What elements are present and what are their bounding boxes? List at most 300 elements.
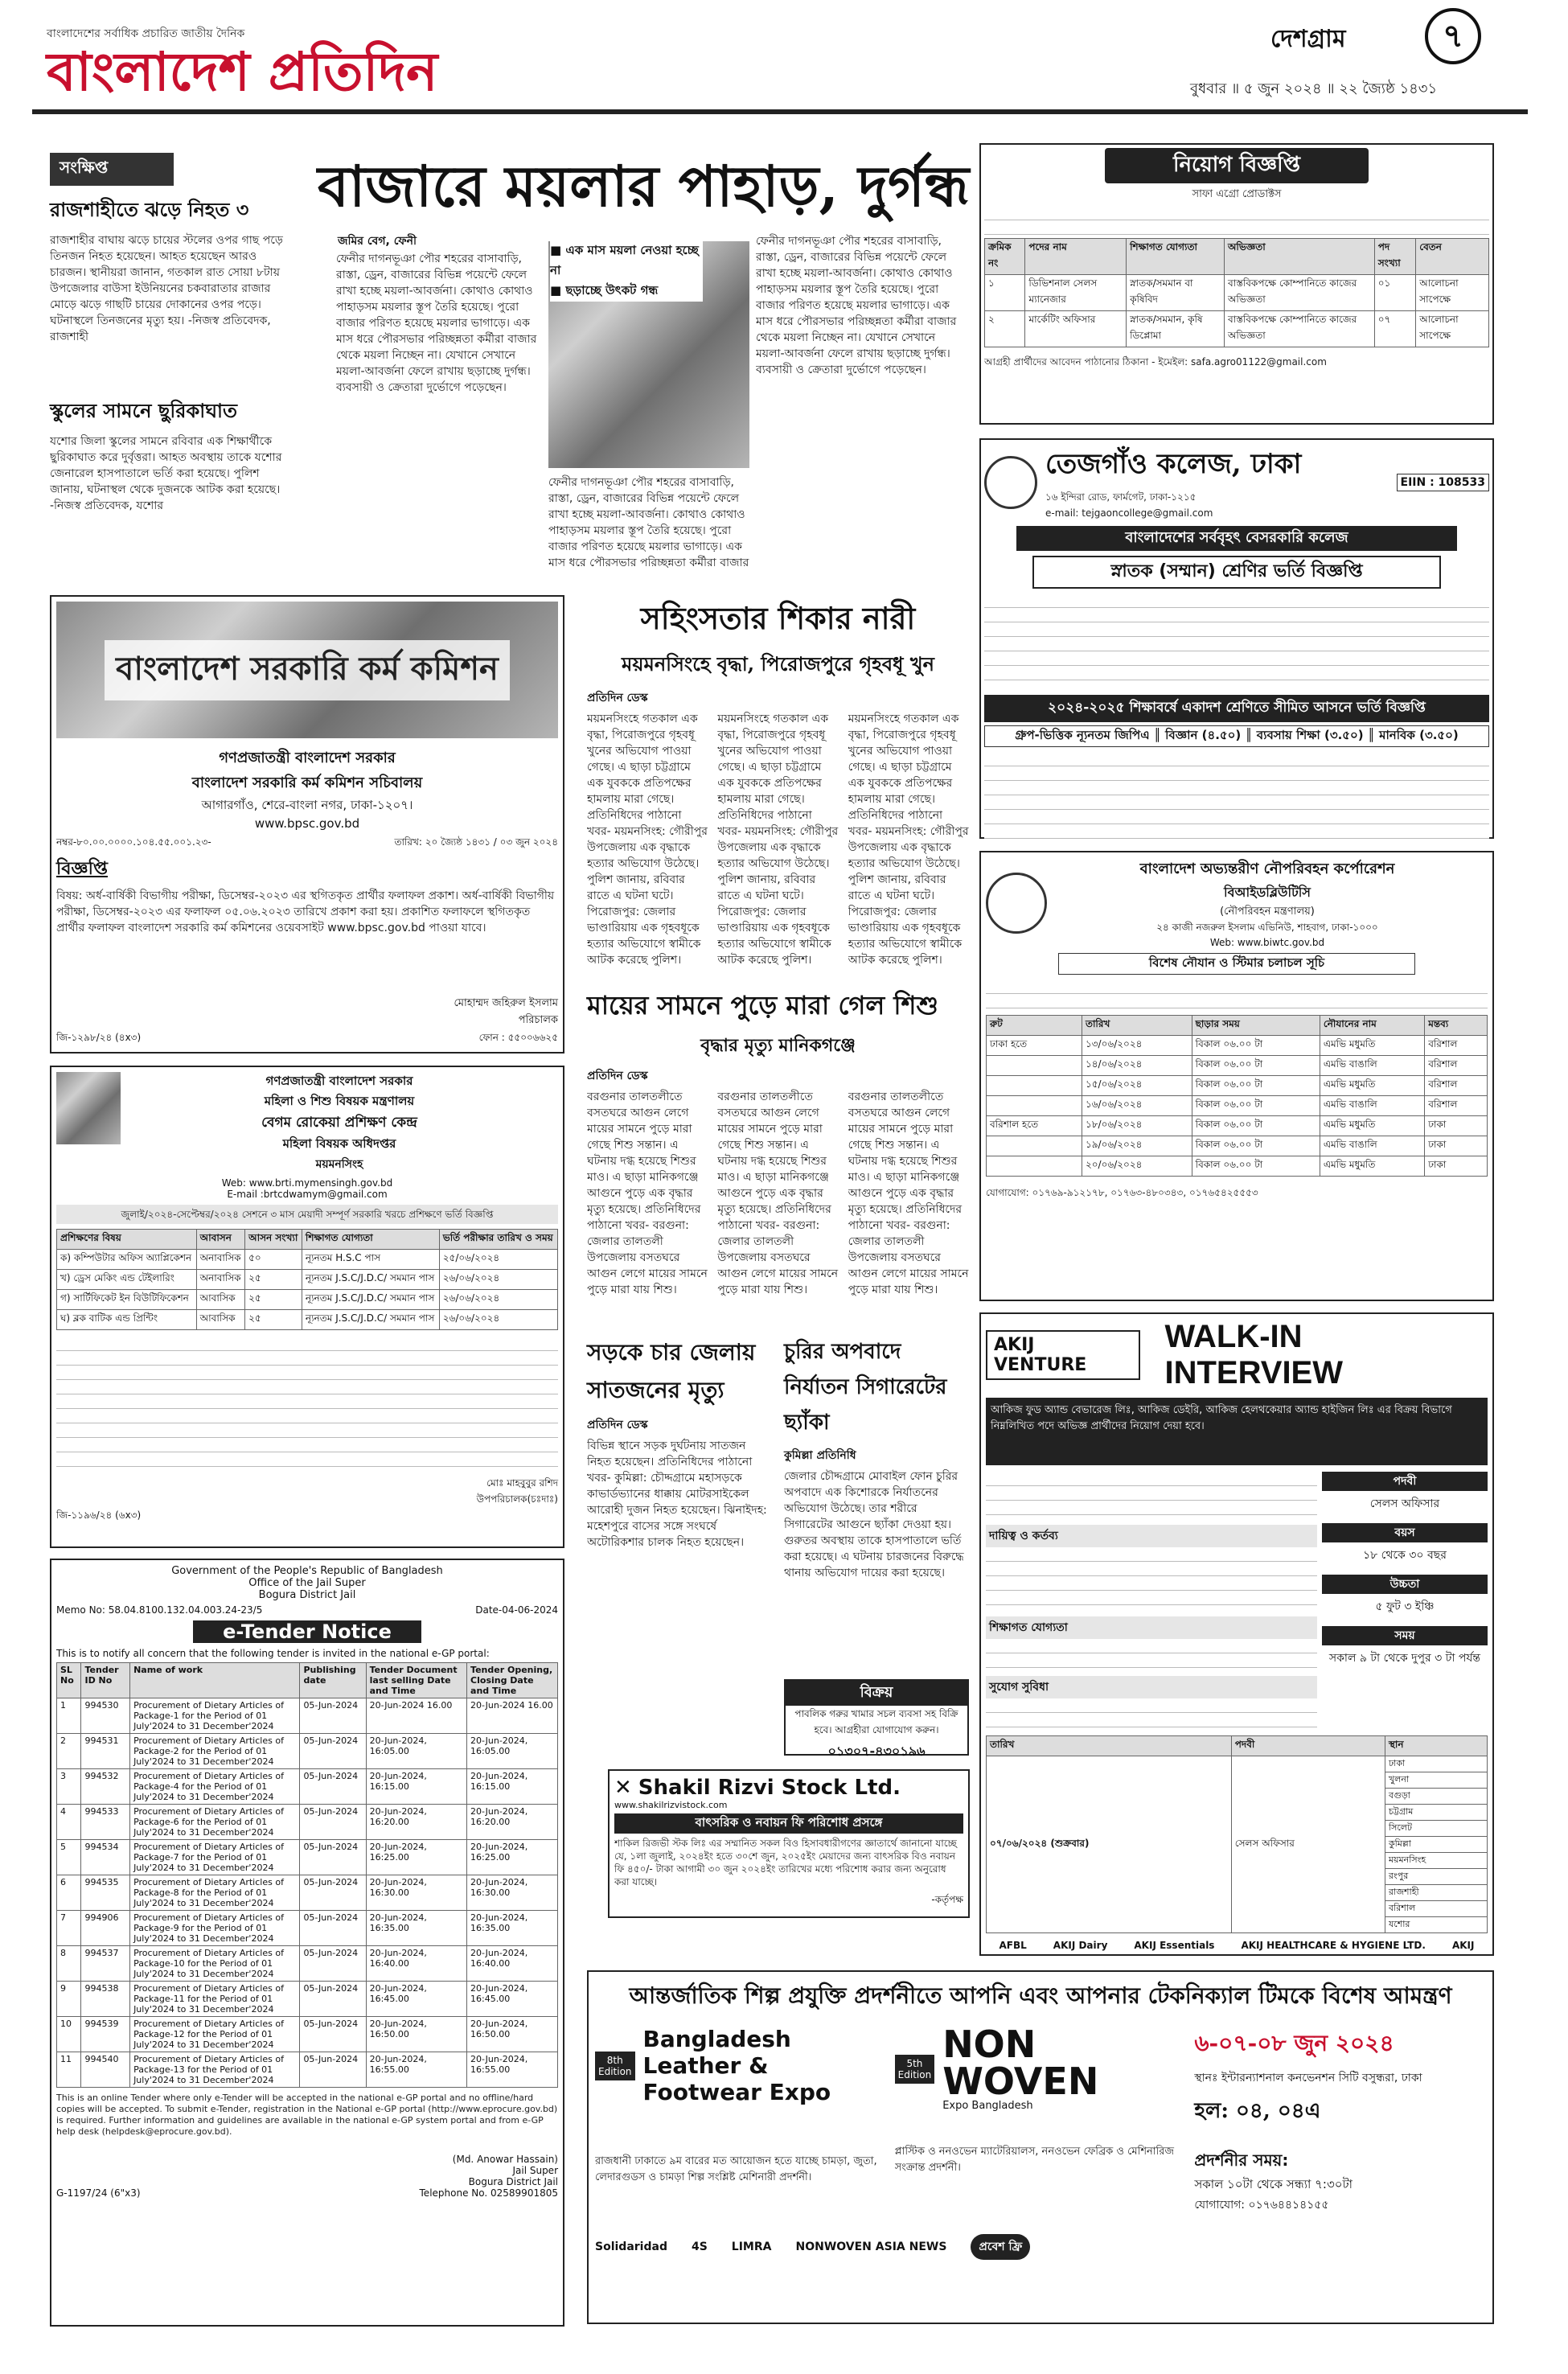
table-cell: Procurement of Dietary Articles of Package-7 for the Period of 01 July'2024 to 31 December'2024 bbox=[130, 1840, 300, 1875]
recruit-col: পদ সংখ্যা bbox=[1374, 239, 1415, 275]
biwtc-logo-icon bbox=[986, 873, 1047, 934]
table-cell: ১৪/০৬/২০২৪ bbox=[1082, 1056, 1192, 1076]
akij-requirement-lines bbox=[986, 1472, 1317, 1520]
akij-place: সিলেট bbox=[1385, 1821, 1487, 1837]
akij-place: রাজশাহী bbox=[1385, 1885, 1487, 1901]
table-cell: 994537 bbox=[81, 1946, 130, 1982]
expo2-text: প্লাস্টিক ও ননওভেন ম্যাটেরিয়ালস, ননওভেন ফেব্রিক ও মেশিনারিজ সংক্রান্ত প্রদর্শনী। bbox=[894, 2146, 1175, 2174]
table-cell: 9 bbox=[57, 1982, 81, 2017]
biwtc-col: তারিখ bbox=[1082, 1016, 1192, 1036]
akij-place: যশোর bbox=[1385, 1917, 1487, 1933]
table-cell: 20-Jun-2024, 16:05.00 bbox=[467, 1734, 558, 1769]
akij-height: ৫ ফুট ৩ ইঞ্চি bbox=[1375, 1600, 1435, 1613]
table-cell: ১৬/০৬/২০২৪ bbox=[1082, 1096, 1192, 1116]
table-cell bbox=[987, 1056, 1082, 1076]
table-cell: আবাসিক bbox=[196, 1310, 244, 1330]
brief-title-2[interactable]: স্কুলের সামনে ছুরিকাঘাত bbox=[50, 399, 237, 422]
expo-headline: আন্তর্জাতিক শিল্প প্রযুক্তি প্রদর্শনীতে আপনি এবং আপনার টেকনিক্যাল টিমকে বিশেষ আমন্ত্রণ bbox=[629, 1982, 1452, 2009]
akij-place: চট্টগ্রাম bbox=[1385, 1805, 1487, 1821]
table-cell: 5 bbox=[57, 1840, 81, 1875]
women-ad-email[interactable]: E-mail :brtcdwamym@gmail.com bbox=[227, 1189, 388, 1200]
biwtc-col: নৌযানের নাম bbox=[1320, 1016, 1424, 1036]
table-cell: 05-Jun-2024 bbox=[300, 1698, 366, 1734]
table-cell: ২৫ bbox=[245, 1290, 302, 1310]
table-cell: 994539 bbox=[81, 2017, 130, 2052]
table-cell: Procurement of Dietary Articles of Package-11 for the Period of 01 July'2024 to 31 December'2024 bbox=[130, 1982, 300, 2017]
table-cell: বাস্তবিকপক্ষে কোম্পানিতে কাজের অভিজ্ঞতা bbox=[1225, 311, 1375, 347]
college-title-hsc: ২০২৪-২০২৫ শিক্ষাবর্ষে একাদশ শ্রেণিতে সীমিত আসনে ভর্তি বিজ্ঞপ্তি bbox=[984, 695, 1489, 722]
table-row bbox=[57, 1290, 558, 1310]
akij-venue-table bbox=[986, 1735, 1488, 1933]
biwtc-address: ২৪ কাজী নজরুল ইসলাম এভিনিউ, শাহবাগ, ঢাকা-১০০০ bbox=[1156, 922, 1378, 933]
tender-phone: Telephone No. 02589901805 bbox=[419, 2187, 558, 2199]
expo-dates: ৬-০৭-০৮ জুন ২০২৪ bbox=[1194, 2030, 1394, 2056]
table-cell: 20-Jun-2024, 16:35.00 bbox=[366, 1911, 466, 1946]
recruit-org: সাফা এগ্রো প্রোডাক্টস bbox=[1192, 188, 1282, 200]
brief-column bbox=[50, 153, 291, 571]
table-cell: Procurement of Dietary Articles of Package-10 for the Period of 01 July'2024 to 31 December'2024 bbox=[130, 1946, 300, 1982]
akij-place: খুলনা bbox=[1385, 1772, 1487, 1789]
brief-body-1: রাজশাহীর বাঘায় ঝড়ে চায়ের স্টলের ওপর গাছ পড়ে তিনজন নিহত হয়েছেন। আহত হয়েছেন আরও চারজন। স্থানীয়রা জানান, গতকাল রাত সোয়া ৮টায় উপজেলার বাউসা ইউনিয়নের চকবারাতার রাজার মোড়ে ঝড়ে গাছটি চায়ের দোকানের ওপর পড়ে। ঘটনাস্থলে তিনজনের মৃত্যু হয়। -নিজস্ব প্রতিবেদক, রাজশাহী bbox=[50, 234, 283, 343]
college-gpa-groups: গ্রুপ-ভিত্তিক ন্যূনতম জিপিএ ║ বিজ্ঞান (৪.৫০) ║ ব্যবসায় শিক্ষা (৩.৫০) ║ মানবিক (৩.৫০) bbox=[984, 725, 1489, 747]
table-cell: 05-Jun-2024 bbox=[300, 1769, 366, 1805]
akij-duty-label: দায়িত্ব ও কর্তব্য bbox=[986, 1525, 1317, 1547]
table-cell: 05-Jun-2024 bbox=[300, 1805, 366, 1840]
bpsc-heading: বিজ্ঞপ্তি bbox=[56, 859, 108, 879]
lead-body-col1: ফেনীর দাগনভূঞা পৌর শহরের বাসাবাড়ি, রাস্তা, ড্রেন, বাজারের বিভিন্ন পয়েন্টে ফেলে রাখা হচ্ছে ময়লা-আবর্জনা। কোথাও কোথাও পাহাড়সম ময়লার স্তূপ তৈরি হয়েছে। পুরো বাজার পরিণত হয়েছে ময়লার ভাগাড়ে। এক মাস ধরে পৌরসভার পরিচ্ছন্নতা কর্মীরা বাজার থেকে ময়লা নিচ্ছেন না। যেখানে সেখানে ময়লা-আবর্জনা ফেলে রাখায় ছড়াচ্ছে দুর্গন্ধ। ব্যবসায়ী ও ক্রেতারা দুর্ভোগে পড়েছেন। bbox=[336, 253, 537, 394]
table-row bbox=[57, 1805, 558, 1840]
table-cell: এমভি বাঙালি bbox=[1320, 1136, 1424, 1156]
women-ad-table bbox=[56, 1229, 558, 1330]
college-address: ১৬ ইন্দিরা রোড, ফার্মগেট, ঢাকা-১২১৫ bbox=[1045, 491, 1197, 503]
table-row bbox=[57, 1840, 558, 1875]
biwtc-ministry: (নৌপরিবহন মন্ত্রণালয়) bbox=[1220, 906, 1315, 918]
akij-edu-label: শিক্ষাগত যোগ্যতা bbox=[986, 1616, 1317, 1639]
section-name: দেশগ্রাম bbox=[1270, 25, 1346, 53]
table-cell: 05-Jun-2024 bbox=[300, 1875, 366, 1911]
women-ad-sign-role: উপপরিচালক(চঃদাঃ) bbox=[476, 1493, 558, 1505]
women-ad-col: ভর্তি পরীক্ষার তারিখ ও সময় bbox=[439, 1230, 557, 1250]
akij-header-row bbox=[987, 1736, 1488, 1756]
table-cell: বরিশাল bbox=[1425, 1096, 1488, 1116]
women-ad-gov: গণপ্রজাতন্ত্রী বাংলাদেশ সরকার bbox=[265, 1074, 413, 1088]
table-cell: বাস্তবিকপক্ষে কোম্পানিতে কাজের অভিজ্ঞতা bbox=[1225, 275, 1375, 311]
women-ad-ministry: মহিলা ও শিশু বিষয়ক মন্ত্রণালয় bbox=[264, 1094, 415, 1108]
expo-sponsor: LIMRA bbox=[731, 2241, 772, 2253]
ad-akij-walkin[interactable] bbox=[979, 1312, 1494, 1956]
women-subhead: ময়মনসিংহে বৃদ্ধা, পিরোজপুরে গৃহবধূ খুন bbox=[622, 652, 934, 676]
tender-note: This is an online Tender where only e-Tender will be accepted in the national e-GP portal and no offline/hard copies will be accepted. To submit e-Tender, registration in the National e-GP portal (http://www.eprocure.gov.bd) is required. Further information and guidelines are available in the national e-GP system portal and from e-GP help desk (helpdesk@eprocure.gov.bd). bbox=[56, 2093, 558, 2137]
theft-byline: কুমিল্লা প্রতিনিধি bbox=[784, 1449, 856, 1462]
recruit-col: পদের নাম bbox=[1025, 239, 1127, 275]
table-cell: Procurement of Dietary Articles of Package-9 for the Period of 01 July'2024 to 31 December'2024 bbox=[130, 1911, 300, 1946]
table-row bbox=[57, 1982, 558, 2017]
shakil-sign: -কর্তৃপক্ষ bbox=[931, 1894, 963, 1905]
college-title-honours: স্নাতক (সম্মান) শ্রেণির ভর্তি বিজ্ঞপ্তি bbox=[1032, 556, 1441, 589]
akij-logo: AKIJ bbox=[1451, 1940, 1475, 1951]
table-row bbox=[57, 1698, 558, 1734]
lead-bullets bbox=[550, 241, 703, 302]
table-cell: 20-Jun-2024, 16:05.00 bbox=[366, 1734, 466, 1769]
akij-logo: AKIJ Essentials bbox=[1134, 1940, 1215, 1951]
theft-body: জেলার চৌদ্দগ্রামে মোবাইল ফোন চুরির অপবাদে এক কিশোরকে নির্যাতনের অভিযোগ উঠেছে। তার শরীরে সিগারেটের আগুনে ছ্যাঁকা দেওয়া হয়। গুরুতর অবস্থায় তাকে হাসপাতালে ভর্তি করা হয়েছে। এ ঘটনায় চারজনের বিরুদ্ধে থানায় অভিযোগ দায়ের করা হয়েছে। bbox=[784, 1470, 964, 1579]
college-email[interactable]: e-mail: tejgaoncollege@gmail.com bbox=[1045, 507, 1213, 519]
biwtc-short: বিআইডব্লিউটিসি bbox=[1224, 885, 1311, 900]
table-cell: এমভি মধুমতি bbox=[1320, 1076, 1424, 1096]
table-cell: এমভি বাঙালি bbox=[1320, 1096, 1424, 1116]
table-cell: 05-Jun-2024 bbox=[300, 2017, 366, 2052]
child-subhead: বৃদ্ধার মৃত্যু মানিকগঞ্জে bbox=[700, 1035, 856, 1056]
akij-col: পদবী bbox=[1231, 1736, 1385, 1756]
akij-age-label: বয়স bbox=[1322, 1523, 1488, 1542]
table-cell: 20-Jun-2024, 16:50.00 bbox=[366, 2017, 466, 2052]
ad-etender[interactable] bbox=[50, 1559, 564, 2327]
dateline: বুধবার ॥ ৫ জুন ২০২৪ ॥ ২২ জ্যৈষ্ঠ ১৪৩১ bbox=[1190, 80, 1438, 97]
table-cell: আলোচনা সাপেক্ষে bbox=[1416, 311, 1489, 347]
brief-label: সংক্ষিপ্ত bbox=[50, 153, 174, 186]
akij-post-cell: সেলস অফিসার bbox=[1231, 1756, 1385, 1933]
tender-table bbox=[56, 1662, 558, 2088]
table-cell: 05-Jun-2024 bbox=[300, 2052, 366, 2088]
akij-time: সকাল ৯ টা থেকে দুপুর ৩ টা পর্যন্ত bbox=[1328, 1652, 1481, 1665]
table-cell: ক) কম্পিউটার অফিস অ্যাপ্লিকেশন bbox=[57, 1250, 197, 1270]
women-ad-col: আবাসন bbox=[196, 1230, 244, 1250]
table-row bbox=[57, 1911, 558, 1946]
table-row bbox=[57, 1270, 558, 1290]
brief-body-2: যশোর জিলা স্কুলের সামনে রবিবার এক শিক্ষার্থীকে ছুরিকাঘাত করে দুর্বৃত্তরা। আহত অবস্থায় তাকে যশোর জেনারেল হাসপাতালে ভর্তি করা হয়েছে। পুলিশ জানায়, ঘটনাস্থল থেকে দুজনকে আটক করা হয়েছে। -নিজস্ব প্রতিবেদক, যশোর bbox=[50, 435, 282, 512]
table-row bbox=[985, 275, 1489, 311]
biwtc-col: রুট bbox=[987, 1016, 1082, 1036]
table-cell: 1 bbox=[57, 1698, 81, 1734]
table-row bbox=[57, 2052, 558, 2088]
theft-headline[interactable]: চুরির অপবাদে নির্যাতন সিগারেটের ছ্যাঁকা bbox=[784, 1340, 947, 1435]
table-cell: ৫০ bbox=[245, 1250, 302, 1270]
table-cell: Procurement of Dietary Articles of Package-2 for the Period of 01 July'2024 to 31 December'2024 bbox=[130, 1734, 300, 1769]
table-row bbox=[57, 1250, 558, 1270]
table-cell: 20-Jun-2024 16.00 bbox=[467, 1698, 558, 1734]
akij-time-label: সময় bbox=[1322, 1626, 1488, 1645]
table-row bbox=[57, 1875, 558, 1911]
table-cell: ঘ) ব্লক বাটিক এন্ড প্রিন্টিং bbox=[57, 1310, 197, 1330]
ad-expo[interactable] bbox=[587, 1970, 1494, 2324]
bpsc-web[interactable]: www.bpsc.gov.bd bbox=[254, 816, 360, 831]
bpsc-ref: নম্বর-৮০.০০.০০০০.১০৪.৫৫.০০১.২৩- bbox=[56, 836, 211, 848]
table-cell: Procurement of Dietary Articles of Package-4 for the Period of 01 July'2024 to 31 December'2024 bbox=[130, 1769, 300, 1805]
women-ad-city: ময়মনসিংহ bbox=[315, 1158, 363, 1171]
recruit-col: অভিজ্ঞতা bbox=[1225, 239, 1375, 275]
tender-col: Tender Opening, Closing Date and Time bbox=[467, 1663, 558, 1698]
expo1-name: Bangladesh Leather & Footwear Expo bbox=[642, 2026, 831, 2105]
table-cell: গ) সার্টিফিকেট ইন বিউটিফিকেশন bbox=[57, 1290, 197, 1310]
table-cell: 20-Jun-2024, 16:45.00 bbox=[366, 1982, 466, 2017]
table-cell: বিকাল ০৬.০০ টা bbox=[1192, 1096, 1320, 1116]
college-name: তেজগাঁও কলেজ, ঢাকা bbox=[1045, 448, 1302, 480]
table-cell: 20-Jun-2024, 16:50.00 bbox=[467, 2017, 558, 2052]
tender-memo: Memo No: 58.04.8100.132.04.003.24-23/5 bbox=[56, 1604, 263, 1616]
tender-header-row bbox=[57, 1663, 558, 1698]
table-cell: 20-Jun-2024, 16:25.00 bbox=[366, 1840, 466, 1875]
table-cell: 05-Jun-2024 bbox=[300, 1840, 366, 1875]
expo-venue: স্থানঃ ইন্টারন্যাশনাল কনভেনশন সিটি বসুন্ধরা, ঢাকা bbox=[1194, 2072, 1422, 2084]
brief-title-1[interactable]: রাজশাহীতে ঝড়ে নিহত ৩ bbox=[50, 198, 249, 221]
table-cell: ১৫/০৬/২০২৪ bbox=[1082, 1076, 1192, 1096]
college-eiin: EIIN : 108533 bbox=[1397, 474, 1490, 491]
table-row bbox=[987, 1136, 1488, 1156]
table-row bbox=[57, 1310, 558, 1330]
table-cell: 20-Jun-2024, 16:30.00 bbox=[366, 1875, 466, 1911]
expo-time-label: প্রদর্শনীর সময়: bbox=[1194, 2150, 1289, 2170]
table-cell: 05-Jun-2024 bbox=[300, 1734, 366, 1769]
page-number: ৭ bbox=[1425, 8, 1481, 64]
biwtc-header-row bbox=[987, 1016, 1488, 1036]
tender-office: Office of the Jail Super bbox=[248, 1577, 366, 1589]
bpsc-office: বাংলাদেশ সরকারি কর্ম কমিশন সচিবালয় bbox=[191, 774, 423, 791]
table-cell: ১৯/০৬/২০২৪ bbox=[1082, 1136, 1192, 1156]
expo-sponsor: Solidaridad bbox=[595, 2241, 667, 2253]
women-ad-notice: জুলাই/২০২৪-সেপ্টেম্বর/২০২৪ সেশনে ৩ মাস মেয়াদী সম্পূর্ণ সরকারি খরচে প্রশিক্ষণে ভর্তি বিজ্ঞপ্তি bbox=[56, 1205, 558, 1224]
college-motto: বাংলাদেশের সর্ববৃহৎ বেসরকারি কলেজ bbox=[1016, 526, 1457, 551]
table-cell: 7 bbox=[57, 1911, 81, 1946]
ad-shakil-rizvi[interactable] bbox=[608, 1769, 970, 1918]
table-cell: 8 bbox=[57, 1946, 81, 1982]
table-cell: এমভি মধুমতি bbox=[1320, 1156, 1424, 1177]
lead-headline[interactable]: বাজারে ময়লার পাহাড়, দুর্গন্ধ bbox=[318, 153, 970, 220]
bpsc-sign: মোহাম্মদ জহিরুল ইসলাম bbox=[454, 997, 558, 1009]
table-cell: বিকাল ০৬.০০ টা bbox=[1192, 1076, 1320, 1096]
akij-place: রংপুর bbox=[1385, 1869, 1487, 1885]
sale-body: পাবলিক গরুর খামার সচল ব্যবসা সহ বিক্রি হবে। আগ্রহীরা যোগাযোগ করুন। bbox=[794, 1708, 958, 1735]
table-cell: ন্যূনতম J.S.C/J.D.C/ সমমান পাস bbox=[302, 1270, 439, 1290]
biwtc-web[interactable]: Web: www.biwtc.gov.bd bbox=[1209, 937, 1325, 948]
tender-code: G-1197/24 (6"x3) bbox=[56, 2187, 141, 2199]
table-cell: 994535 bbox=[81, 1875, 130, 1911]
table-cell: ঢাকা bbox=[1425, 1116, 1488, 1136]
akij-height-label: উচ্চতা bbox=[1322, 1575, 1488, 1594]
table-row bbox=[985, 311, 1489, 347]
shakil-name: Shakil Rizvi Stock Ltd. bbox=[638, 1776, 901, 1800]
women-ad-rules bbox=[56, 1337, 558, 1473]
table-cell: আলোচনা সাপেক্ষে bbox=[1416, 275, 1489, 311]
women-body-col2: ময়মনসিংহে গতকাল এক বৃদ্ধা, পিরোজপুরে গৃহবধূ খুনের অভিযোগ পাওয়া গেছে। এ ছাড়া চট্টগ্রামে এক যুবককে প্রতিপক্ষের হামলায় মারা গেছে। প্রতিনিধিদের পাঠানো খবর- ময়মনসিংহ: গৌরীপুর উপজেলায় এক বৃদ্ধাকে হত্যার অভিযোগ উঠেছে। পুলিশ জানায়, রবিবার রাতে এ ঘটনা ঘটে। পিরোজপুর: জেলার ভাণ্ডারিয়ায় এক গৃহবধূকে হত্যার অভিযোগে স্বামীকে আটক করেছে পুলিশ। bbox=[717, 713, 839, 967]
table-cell bbox=[987, 1156, 1082, 1177]
table-cell: 11 bbox=[57, 2052, 81, 2088]
table-cell: ডিভিশনাল সেলস ম্যানেজার bbox=[1025, 275, 1127, 311]
bpsc-date: তারিখ: ২০ জ্যৈষ্ঠ ১৪৩১ / ০৩ জুন ২০২৪ bbox=[394, 836, 558, 848]
expo1-text: রাজধানী ঢাকাতে ৯ম বারের মত আয়োজন হতে যাচ্ছে চামড়া, জুতা, লেদারগুডস ও চামড়া শিল্প সংশ্লিষ্ট মেশিনারী প্রদর্শনী। bbox=[595, 2155, 877, 2183]
masthead-logo[interactable] bbox=[47, 18, 438, 114]
biwtc-notice: বিশেষ নৌযান ও স্টিমার চলাচল সূচি bbox=[1058, 953, 1415, 975]
akij-logo: AKIJ Dairy bbox=[1053, 1940, 1108, 1951]
tender-col: Publishing date bbox=[300, 1663, 366, 1698]
table-cell: 20-Jun-2024, 16:40.00 bbox=[467, 1946, 558, 1982]
tender-gov: Government of the People's Republic of Bangladesh bbox=[171, 1565, 443, 1577]
akij-title: WALK-IN INTERVIEW bbox=[1164, 1319, 1343, 1390]
table-row bbox=[987, 1156, 1488, 1177]
recruit-title: নিয়োগ বিজ্ঞপ্তি bbox=[1105, 148, 1369, 183]
women-ad-col: আসন সংখ্যা bbox=[245, 1230, 302, 1250]
women-ad-photo bbox=[56, 1072, 121, 1144]
bpsc-gov: গণপ্রজাতন্ত্রী বাংলাদেশ সরকার bbox=[219, 750, 396, 766]
recruit-intro-lines bbox=[984, 206, 1489, 235]
table-cell: ১ bbox=[985, 275, 1025, 311]
akij-benefit-lines bbox=[986, 1698, 1317, 1731]
table-row bbox=[57, 2017, 558, 2052]
table-cell: 20-Jun-2024, 16:15.00 bbox=[467, 1769, 558, 1805]
story-road bbox=[587, 1335, 772, 1753]
table-cell: ২ bbox=[985, 311, 1025, 347]
table-row bbox=[57, 1734, 558, 1769]
table-cell: 10 bbox=[57, 2017, 81, 2052]
biwtc-contact: যোগাযোগ: ০১৭৬৯-৯১২১৭৮, ০১৭৬৩-৪৮০৩৪৩, ০১৭৬৫৪২৫৫৫৩ bbox=[986, 1187, 1258, 1198]
women-headline[interactable]: সহিংসতার শিকার নারী bbox=[640, 600, 916, 636]
masthead-rule bbox=[32, 109, 1528, 114]
bpsc-banner-text: বাংলাদেশ সরকারি কর্ম কমিশন bbox=[105, 640, 510, 700]
akij-place: কুমিল্লা bbox=[1385, 1837, 1487, 1853]
road-body: বিভিন্ন স্থানে সড়ক দুর্ঘটনায় সাতজন নিহত হয়েছেন। প্রতিনিধিদের পাঠানো খবর- কুমিল্লা: চৌদ্দগ্রামে মহাসড়কে কাভার্ডভ্যানের ধাক্কায় মোটরসাইকেল আরোহী দুজন নিহত হয়েছেন। ঝিনাইদহ: মহেশপুরে বাসের সঙ্গে সংঘর্ষে অটোরিকশার চালক নিহত হয়েছেন। bbox=[587, 1440, 767, 1549]
lead-body-col3: ফেনীর দাগনভূঞা পৌর শহরের বাসাবাড়ি, রাস্তা, ড্রেন, বাজারের বিভিন্ন পয়েন্টে ফেলে রাখা হচ্ছে ময়লা-আবর্জনা। কোথাও কোথাও পাহাড়সম ময়লার স্তূপ তৈরি হয়েছে। পুরো বাজার পরিণত হয়েছে ময়লার ভাগাড়ে। এক মাস ধরে পৌরসভার পরিচ্ছন্নতা কর্মীরা বাজার থেকে ময়লা নিচ্ছেন না। যেখানে সেখানে ময়লা-আবর্জনা ফেলে রাখায় ছড়াচ্ছে দুর্গন্ধ। ব্যবসায়ী ও ক্রেতারা দুর্ভোগে পড়েছেন। bbox=[756, 235, 957, 376]
akij-logo: AFBL bbox=[999, 1940, 1027, 1951]
table-cell: ০৭ bbox=[1374, 311, 1415, 347]
table-cell: বরিশাল হতে bbox=[987, 1116, 1082, 1136]
ad-tejgaon-college[interactable] bbox=[979, 438, 1494, 839]
women-ad-code: জি-১১৯৬/২৪ (৬x৩) bbox=[56, 1509, 142, 1521]
college-emblem-icon bbox=[984, 456, 1037, 509]
ad-bpsc[interactable] bbox=[50, 595, 564, 1054]
table-cell: ন্যূনতম H.S.C পাস bbox=[302, 1250, 439, 1270]
table-row bbox=[987, 1116, 1488, 1136]
table-cell: Procurement of Dietary Articles of Package-1 for the Period of 01 July'2024 to 31 December'2024 bbox=[130, 1698, 300, 1734]
women-ad-sign: মোঃ মাহবুবুর রশিদ bbox=[486, 1477, 558, 1489]
table-cell: 20-Jun-2024, 16:45.00 bbox=[467, 1982, 558, 2017]
table-cell: এমভি মধুমতি bbox=[1320, 1036, 1424, 1056]
child-headline[interactable]: মায়ের সামনে পুড়ে মারা গেল শিশু bbox=[587, 990, 938, 1021]
women-ad-header-row bbox=[57, 1230, 558, 1250]
expo-time: সকাল ১০টা থেকে সন্ধ্যা ৭:৩০টা bbox=[1194, 2177, 1353, 2191]
table-cell: অনাবাসিক bbox=[196, 1270, 244, 1290]
table-cell: বরিশাল bbox=[1425, 1076, 1488, 1096]
table-cell: বরিশাল bbox=[1425, 1036, 1488, 1056]
akij-post: সেলস অফিসার bbox=[1369, 1497, 1440, 1510]
women-byline: প্রতিদিন ডেস্ক bbox=[587, 692, 648, 704]
akij-col: স্থান bbox=[1385, 1736, 1487, 1756]
table-cell: খ) ড্রেস মেকিং এন্ড টেইলারিং bbox=[57, 1270, 197, 1290]
recruit-header-row bbox=[985, 239, 1489, 275]
story-women bbox=[587, 595, 969, 973]
biwtc-col: ছাড়ার সময় bbox=[1192, 1016, 1320, 1036]
table-cell: 994532 bbox=[81, 1769, 130, 1805]
expo1-edition: 8th Edition bbox=[595, 2052, 635, 2080]
table-cell: 20-Jun-2024, 16:20.00 bbox=[366, 1805, 466, 1840]
table-cell: বিকাল ০৬.০০ টা bbox=[1192, 1136, 1320, 1156]
table-cell: বরিশাল bbox=[1425, 1056, 1488, 1076]
story-child bbox=[587, 985, 969, 1315]
bpsc-sign-role: পরিচালক bbox=[518, 1014, 558, 1026]
expo-sponsor: 4S bbox=[691, 2241, 708, 2253]
table-cell: ২৫ bbox=[245, 1310, 302, 1330]
ad-recruitment[interactable] bbox=[979, 143, 1494, 425]
table-cell: ২০/০৬/২০২৪ bbox=[1082, 1156, 1192, 1177]
ad-sale[interactable] bbox=[784, 1679, 969, 1759]
table-cell: ঢাকা bbox=[1425, 1156, 1488, 1177]
story-theft bbox=[784, 1335, 969, 1673]
recruit-col: বেতন bbox=[1416, 239, 1489, 275]
recruit-footer: আগ্রহী প্রার্থীদের আবেদন পাঠানোর ঠিকানা - ইমেইল: safa.agro01122@gmail.com bbox=[984, 356, 1327, 368]
lead-byline: জমির বেগ, ফেনী bbox=[338, 235, 417, 248]
tender-sign-org: Bogura District Jail bbox=[468, 2176, 558, 2187]
lead-body-col2: ফেনীর দাগনভূঞা পৌর শহরের বাসাবাড়ি, রাস্তা, ড্রেন, বাজারের বিভিন্ন পয়েন্টে ফেলে রাখা হচ্ছে ময়লা-আবর্জনা। কোথাও কোথাও পাহাড়সম ময়লার স্তূপ তৈরি হয়েছে। পুরো বাজার পরিণত হয়েছে ময়লার ভাগাড়ে। এক মাস ধরে পৌরসভার পরিচ্ছন্নতা কর্মীরা বাজার bbox=[548, 476, 749, 569]
bpsc-banner bbox=[56, 602, 558, 738]
shakil-web[interactable]: www.shakilrizvistock.com bbox=[614, 1800, 728, 1810]
women-ad-center: বেগম রোকেয়া প্রশিক্ষণ কেন্দ্র bbox=[261, 1115, 417, 1131]
biwtc-org: বাংলাদেশ অভ্যন্তরীণ নৌপরিবহন কর্পোরেশন bbox=[1139, 860, 1395, 877]
recruit-table bbox=[984, 238, 1489, 347]
table-cell: 20-Jun-2024, 16:25.00 bbox=[467, 1840, 558, 1875]
table-cell: ২৫ bbox=[245, 1270, 302, 1290]
akij-place: বগুড়া bbox=[1385, 1789, 1487, 1805]
table-cell: ন্যূনতম J.S.C/J.D.C/ সমমান পাস bbox=[302, 1310, 439, 1330]
recruit-col: শিক্ষাগত যোগ্যতা bbox=[1127, 239, 1225, 275]
ad-biwtc[interactable] bbox=[979, 851, 1494, 1301]
ad-women-training[interactable] bbox=[50, 1066, 564, 1548]
women-body-col3: ময়মনসিংহে গতকাল এক বৃদ্ধা, পিরোজপুরে গৃহবধূ খুনের অভিযোগ পাওয়া গেছে। এ ছাড়া চট্টগ্রামে এক যুবককে প্রতিপক্ষের হামলায় মারা গেছে। প্রতিনিধিদের পাঠানো খবর- ময়মনসিংহ: গৌরীপুর উপজেলায় এক বৃদ্ধাকে হত্যার অভিযোগ উঠেছে। পুলিশ জানায়, রবিবার রাতে এ ঘটনা ঘটে। পিরোজপুর: জেলার ভাণ্ডারিয়ায় এক গৃহবধূকে হত্যার অভিযোগে স্বামীকে আটক করেছে পুলিশ। bbox=[848, 713, 969, 967]
road-headline[interactable]: সড়কে চার জেলায় সাতজনের মৃত্যু bbox=[587, 1339, 756, 1403]
shakil-body: শাকিল রিজভী স্টক লিঃ এর সম্মানিত সকল বিও হিসাবধারীগণের জ্ঞাতার্থে জানানো যাচ্ছে যে, ১লা জুলাই, ২০২৪ইং হতে ৩০শে জুন, ২০২৫ইং মেয়াদের জন্য বাৎসরিক বিও নবায়ন ফি ৪৫০/- টাকা আগামী ৩০ জুন ২০২৪ইং তারিখের মধ্যে পরিশোধ করার জন্য অনুরোধ করা যাচ্ছে। bbox=[614, 1838, 957, 1887]
women-ad-col: শিক্ষাগত যোগ্যতা bbox=[302, 1230, 439, 1250]
table-cell: 05-Jun-2024 bbox=[300, 1946, 366, 1982]
lead-bullet-2: ■ ছড়াচ্ছে উৎকট গন্ধ bbox=[550, 283, 659, 298]
tender-col: SL No bbox=[57, 1663, 81, 1698]
tender-title: e-Tender Notice bbox=[193, 1620, 421, 1643]
table-cell: Procurement of Dietary Articles of Package-8 for the Period of 01 July'2024 to 31 December'2024 bbox=[130, 1875, 300, 1911]
expo-sponsor: NONWOVEN ASIA NEWS bbox=[795, 2241, 947, 2253]
child-body-col3: বরগুনার তালতলীতে বসতঘরে আগুন লেগে মায়ের সামনে পুড়ে মারা গেছে শিশু সন্তান। এ ঘটনায় দগ্ধ হয়েছে শিশুর মাও। এ ছাড়া মানিকগঞ্জে আগুনে পুড়ে এক বৃদ্ধার মৃত্যু হয়েছে। প্রতিনিধিদের পাঠানো খবর- বরগুনা: জেলার তালতলী উপজেলায় বসতঘরে আগুন লেগে মায়ের সামনে পুড়ে মারা যায় শিশু। bbox=[848, 1090, 969, 1296]
expo-hall: হল: ০৪, ০৪এ bbox=[1194, 2099, 1321, 2123]
table-cell: 994906 bbox=[81, 1911, 130, 1946]
table-cell: স্নাতক/সমমান, কৃষি ডিপ্লোমা bbox=[1127, 311, 1225, 347]
table-cell: ২৬/০৬/২০২৪ bbox=[439, 1290, 557, 1310]
recruit-col: ক্রমিক নং bbox=[985, 239, 1025, 275]
table-cell: ২৬/০৬/২০২৪ bbox=[439, 1270, 557, 1290]
tender-sign: (Md. Anowar Hassain) bbox=[452, 2154, 558, 2165]
table-cell: 2 bbox=[57, 1734, 81, 1769]
road-byline: প্রতিদিন ডেস্ক bbox=[587, 1419, 648, 1431]
table-cell: আবাসিক bbox=[196, 1290, 244, 1310]
table-cell: 20-Jun-2024, 16:15.00 bbox=[366, 1769, 466, 1805]
table-cell: ০১ bbox=[1374, 275, 1415, 311]
table-row bbox=[987, 1056, 1488, 1076]
table-cell: অনাবাসিক bbox=[196, 1250, 244, 1270]
women-ad-dept: মহিলা বিষয়ক অধিদপ্তর bbox=[282, 1136, 396, 1151]
table-cell: 4 bbox=[57, 1805, 81, 1840]
table-cell: Procurement of Dietary Articles of Package-12 for the Period of 01 July'2024 to 31 December'2024 bbox=[130, 2017, 300, 2052]
sale-phone: ০১৩০৭-৪৩০১৯৬ bbox=[827, 1744, 926, 1759]
sale-title: বিক্রয় bbox=[786, 1681, 967, 1706]
table-cell: 20-Jun-2024, 16:20.00 bbox=[467, 1805, 558, 1840]
table-cell: 20-Jun-2024 16.00 bbox=[366, 1698, 466, 1734]
table-row bbox=[57, 1769, 558, 1805]
table-cell: 20-Jun-2024, 16:55.00 bbox=[467, 2052, 558, 2088]
table-cell: 994533 bbox=[81, 1805, 130, 1840]
table-cell: 6 bbox=[57, 1875, 81, 1911]
table-cell: এমভি মধুমতি bbox=[1320, 1116, 1424, 1136]
bpsc-code: জি-১২৯৮/২৪ (৪x৩) bbox=[56, 1032, 142, 1043]
table-row bbox=[987, 1076, 1488, 1096]
tender-date: Date-04-06-2024 bbox=[475, 1604, 558, 1616]
women-ad-web[interactable]: Web: www.brti.mymensingh.gov.bd bbox=[221, 1177, 393, 1189]
akij-intro: আকিজ ফুড অ্যান্ড বেভারেজ লিঃ, আকিজ ডেইরি, আকিজ হেলথকেয়ার অ্যান্ড হাইজিন লিঃ এর বিক্রয় বিভাগে নিম্নলিখিত পদে অভিজ্ঞ প্রার্থীদের নিয়োগ দেয়া হবে। bbox=[986, 1398, 1488, 1465]
expo-contact: যোগাযোগ: ০১৭৬৪৪১৪১৫৫ bbox=[1194, 2199, 1329, 2212]
bpsc-address: আগারগাঁও, শেরে-বাংলা নগর, ঢাকা-১২০৭। bbox=[201, 798, 413, 812]
